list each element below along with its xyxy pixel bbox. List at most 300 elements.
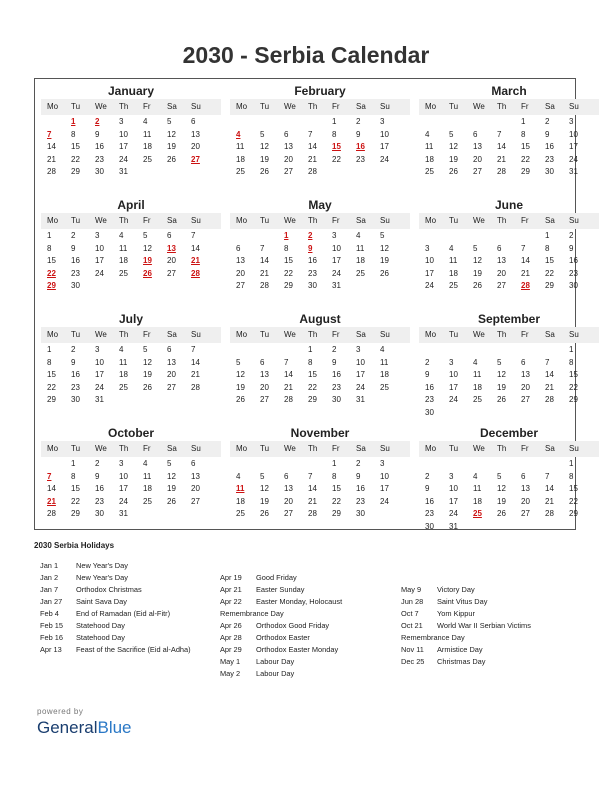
calendar-date: 13 [236,256,245,265]
weekday-label: Tu [449,216,459,225]
calendar-date: 22 [521,154,530,164]
calendar-date: 10 [95,243,104,253]
calendar-date: 26 [497,395,506,404]
calendar-date: 9 [95,129,100,139]
calendar-date: 15 [569,484,578,493]
calendar-date: 20 [236,268,245,278]
calendar-date: 5 [143,231,148,240]
weekday-label: Sa [167,102,177,111]
calendar-date: 22 [569,382,578,392]
weekday-label: Su [191,444,201,453]
brand-general: General [37,718,98,737]
calendar-date: 13 [521,484,530,493]
weekday-label: Th [308,444,318,453]
holiday-name: Orthodox Easter [256,633,310,642]
holiday-name: Orthodox Good Friday [256,621,330,630]
weekday-label: Su [380,216,390,225]
calendar-date: 24 [119,496,128,506]
brand-blue: Blue [97,718,132,737]
calendar-date: 10 [449,484,458,493]
weekday-label: Th [308,330,318,339]
holiday-date-label: Dec 25 [401,657,425,666]
calendar-date: 14 [47,142,56,151]
month-november [230,421,410,534]
calendar-date: 2 [545,117,550,126]
calendar-date: 4 [119,231,124,240]
calendar-date: 19 [380,256,389,265]
calendar-date: 11 [425,142,434,151]
calendar-date: 1 [521,117,526,126]
calendar-date: 12 [167,129,176,139]
calendar-date: 17 [380,484,389,493]
calendar-date: 9 [356,471,361,481]
calendar-date: 7 [521,243,526,253]
holiday-date: 1 [284,231,289,240]
calendar-date: 30 [71,281,80,290]
calendar-date: 8 [308,357,313,367]
calendar-date: 19 [260,496,269,506]
weekday-label: Mo [236,444,248,453]
calendar-date: 26 [449,167,458,176]
holiday-date: 13 [167,243,176,253]
calendar-date: 29 [71,167,80,176]
calendar-date: 15 [47,256,56,265]
weekday-label: We [95,102,107,111]
calendar-date: 20 [284,154,293,164]
calendar-date: 11 [143,129,152,139]
weekday-label: Th [119,330,129,339]
calendar-date: 3 [380,117,385,126]
calendar-date: 11 [356,243,365,253]
calendar-date: 31 [119,509,128,518]
holiday-date-label: Apr 26 [220,621,242,630]
month-name: May [308,198,332,212]
calendar-date: 23 [332,382,341,392]
calendar-date: 29 [521,167,530,176]
weekday-label: Mo [425,216,437,225]
calendar-date: 20 [191,484,200,493]
weekday-label: Fr [143,102,151,111]
month-august [230,307,410,420]
calendar-date: 14 [260,256,269,265]
calendar-date: 2 [569,231,574,240]
calendar-date: 16 [71,370,80,379]
weekday-label: Fr [143,216,151,225]
powered-by-text: powered by [37,707,84,716]
calendar-date: 8 [569,357,574,367]
weekday-header [41,213,221,229]
calendar-date: 21 [308,154,317,164]
weekday-label: We [284,330,296,339]
holiday-date-label: Feb 15 [40,621,64,630]
holiday-date: 25 [473,509,482,518]
weekday-label: Fr [332,330,340,339]
weekday-label: We [284,444,296,453]
calendar-date: 5 [260,129,265,139]
calendar-date: 13 [167,357,176,367]
calendar-date: 25 [449,281,458,290]
holiday-date-label: Apr 22 [220,597,242,606]
weekday-label: Sa [356,216,366,225]
weekday-label: Tu [449,330,459,339]
calendar-date: 3 [95,345,100,354]
calendar-date: 18 [380,370,389,379]
holiday-name: Armistice Day [437,645,483,654]
calendar-date: 19 [449,154,458,164]
calendar-date: 21 [521,268,530,278]
calendar-date: 31 [569,167,578,176]
month-name: June [494,198,523,212]
calendar-date: 2 [356,117,361,126]
weekday-label: We [95,216,107,225]
calendar-date: 15 [332,484,341,493]
weekday-label: Tu [71,444,81,453]
calendar-date: 2 [332,345,337,354]
weekday-header [419,99,599,115]
calendar-date: 2 [95,459,100,468]
calendar-date: 3 [356,345,361,354]
weekday-label: We [284,102,296,111]
holiday-date-label: Feb 4 [40,609,59,618]
calendar-date: 1 [71,459,76,468]
weekday-label: Fr [521,216,529,225]
calendar-date: 16 [356,484,365,493]
calendar-date: 2 [425,357,430,367]
calendar-date: 30 [308,281,317,290]
calendar-date: 7 [191,345,196,354]
calendar-date: 4 [473,357,478,367]
calendar-date: 25 [236,167,245,176]
calendar-date: 29 [569,395,578,404]
weekday-label: Th [497,102,507,111]
holiday-date: 7 [47,471,52,481]
calendar-date: 24 [449,509,458,518]
calendar-date: 7 [545,357,550,367]
holiday-date: 19 [143,256,152,265]
calendar-date: 8 [47,243,52,253]
calendar-date: 5 [497,471,502,481]
weekday-label: Tu [260,330,270,339]
weekday-label: Tu [71,330,81,339]
holiday-name: New Year's Day [76,561,128,570]
calendar-date: 8 [47,357,52,367]
calendar-date: 23 [95,496,104,506]
calendar-date: 16 [308,256,317,265]
weekday-label: Tu [260,444,270,453]
calendar-date: 9 [332,357,337,367]
month-name: December [479,426,539,440]
calendar-date: 27 [473,167,482,176]
calendar-date: 4 [473,471,478,481]
calendar-date: 18 [473,382,482,392]
calendar-date: 22 [569,496,578,506]
calendar-date: 17 [95,256,104,265]
weekday-label: Th [119,102,129,111]
calendar-date: 27 [497,281,506,290]
weekday-label: Mo [425,444,437,453]
calendar-date: 7 [260,243,265,253]
calendar-date: 6 [167,345,172,354]
month-may [230,193,410,306]
weekday-header [419,441,599,457]
calendar-date: 17 [449,496,458,506]
weekday-label: We [95,444,107,453]
calendar-date: 23 [356,154,365,164]
calendar-date: 24 [380,496,389,506]
weekday-label: Su [569,330,579,339]
weekday-label: Tu [71,216,81,225]
calendar-date: 11 [119,357,128,367]
weekday-label: Sa [356,444,366,453]
calendar-date: 28 [545,395,554,404]
calendar-date: 3 [380,459,385,468]
calendar-date: 17 [332,256,341,265]
weekday-label: Fr [521,330,529,339]
calendar-date: 14 [521,256,530,265]
calendar-date: 18 [473,496,482,506]
calendar-date: 24 [449,395,458,404]
calendar-date: 17 [356,370,365,379]
calendar-date: 1 [47,345,52,354]
calendar-date: 6 [284,129,289,139]
calendar-date: 3 [119,459,124,468]
holiday-date: 28 [521,281,530,290]
calendar-date: 30 [569,281,578,290]
calendar-date: 1 [569,345,574,354]
holiday-date-label: Jan 2 [40,573,59,582]
weekday-label: Su [191,330,201,339]
holiday-date-label: May 2 [220,669,241,678]
holiday-date: 21 [47,496,56,506]
calendar-date: 6 [260,357,265,367]
calendar-date: 16 [95,142,104,151]
calendar-date: 7 [308,471,313,481]
calendar-date: 12 [236,370,245,379]
calendar-date: 4 [143,459,148,468]
calendar-date: 23 [425,395,434,404]
calendar-date: 28 [260,281,269,290]
holiday-name: Remembrance Day [401,633,465,642]
calendar-date: 21 [260,268,269,278]
holiday-name: Labour Day [256,669,295,678]
calendar-date: 23 [356,496,365,506]
calendar-date: 4 [380,345,385,354]
calendar-date: 30 [332,395,341,404]
brand-logo[interactable] [37,718,132,738]
holiday-date: 28 [191,268,200,278]
calendar-date: 9 [356,129,361,139]
holiday-date: 29 [47,281,56,290]
calendar-date: 26 [497,509,506,518]
calendar-date: 23 [95,154,104,164]
calendar-date: 29 [332,509,341,518]
month-july [41,307,221,420]
holiday-date: 2 [308,231,313,240]
calendar-date: 29 [47,395,56,404]
weekday-label: Su [569,216,579,225]
calendar-date: 25 [425,167,434,176]
calendar-date: 6 [191,459,196,468]
calendar-date: 26 [236,395,245,404]
weekday-header [230,99,410,115]
holiday-date: 2 [95,117,100,126]
calendar-date: 21 [47,154,56,164]
month-march [419,79,599,192]
calendar-date: 21 [284,382,293,392]
weekday-label: Su [569,444,579,453]
calendar-date: 19 [143,370,152,379]
calendar-date: 19 [260,154,269,164]
calendar-date: 10 [380,471,389,481]
weekday-label: Su [569,102,579,111]
month-name: August [299,312,341,326]
weekday-label: Mo [236,330,248,339]
holiday-date-label: May 9 [401,585,422,594]
holiday-name: Saint Vitus Day [437,597,488,606]
month-name: February [294,84,346,98]
calendar-date: 28 [47,509,56,518]
calendar-date: 25 [119,268,128,278]
calendar-date: 30 [425,407,434,417]
calendar-date: 26 [473,281,482,290]
calendar-grid [34,78,579,531]
calendar-date: 22 [71,496,80,506]
calendar-date: 9 [71,357,76,367]
holiday-name: Easter Monday, Holocaust [256,597,343,606]
weekday-label: Th [497,216,507,225]
weekday-label: Mo [47,330,59,339]
holiday-date-label: Jan 7 [40,585,59,594]
calendar-date: 21 [545,382,554,392]
calendar-date: 20 [284,496,293,506]
calendar-date: 22 [332,154,341,164]
calendar-date: 29 [545,281,554,290]
month-april [41,193,221,306]
calendar-date: 24 [119,154,128,164]
calendar-date: 10 [119,471,128,481]
calendar-date: 10 [380,129,389,139]
calendar-date: 22 [308,382,317,392]
calendar-date: 13 [191,129,200,139]
calendar-date: 29 [569,509,578,518]
calendar-date: 14 [545,484,554,493]
calendar-date: 7 [545,471,550,481]
calendar-date: 29 [284,281,293,290]
calendar-date: 4 [449,243,454,253]
calendar-date: 18 [425,154,434,164]
calendar-date: 2 [71,231,76,240]
calendar-date: 27 [167,382,176,392]
calendar-date: 16 [95,484,104,493]
weekday-label: Fr [521,102,529,111]
calendar-date: 20 [521,496,530,506]
weekday-label: Mo [47,102,59,111]
calendar-date: 30 [545,167,554,176]
calendar-date: 11 [473,484,482,493]
weekday-label: We [473,102,485,111]
month-name: January [107,84,155,98]
calendar-date: 15 [71,142,80,151]
calendar-date: 11 [380,357,389,367]
weekday-label: Th [119,444,129,453]
weekday-label: Tu [260,216,270,225]
calendar-date: 23 [308,268,317,278]
holiday-date: 16 [356,142,365,151]
calendar-date: 30 [95,167,104,176]
calendar-date: 16 [545,142,554,151]
holiday-name: Yom Kippur [437,609,475,618]
calendar-date: 15 [521,142,530,151]
calendar-date: 17 [425,268,434,278]
month-january [41,79,221,192]
calendar-date: 25 [356,268,365,278]
calendar-date: 10 [119,129,128,139]
calendar-date: 14 [191,357,200,367]
calendar-date: 22 [47,382,56,392]
weekday-label: Sa [545,216,555,225]
calendar-date: 8 [284,243,289,253]
calendar-date: 6 [521,471,526,481]
calendar-date: 12 [497,484,506,493]
calendar-date: 21 [497,154,506,164]
holiday-name: Orthodox Christmas [76,585,142,594]
calendar-date: 1 [569,459,574,468]
calendar-date: 25 [119,382,128,392]
month-name: November [290,426,350,440]
calendar-date: 31 [95,395,104,404]
calendar-date: 28 [47,167,56,176]
holiday-name: Christmas Day [437,657,486,666]
calendar-date: 6 [284,471,289,481]
holiday-name: Statehood Day [76,633,125,642]
calendar-date: 9 [71,243,76,253]
calendar-date: 13 [284,142,293,151]
weekday-label: Th [308,102,318,111]
calendar-date: 31 [332,281,341,290]
calendar-date: 30 [71,395,80,404]
calendar-date: 24 [380,154,389,164]
holiday-name: Victory Day [437,585,475,594]
calendar-date: 7 [191,231,196,240]
holiday-date: 9 [308,243,313,253]
calendar-date: 1 [308,345,313,354]
holiday-date-label: Jun 28 [401,597,424,606]
month-june [419,193,599,306]
calendar-date: 17 [380,142,389,151]
calendar-date: 9 [569,243,574,253]
calendar-date: 22 [71,154,80,164]
calendar-date: 27 [236,281,245,290]
calendar-date: 6 [167,231,172,240]
calendar-date: 8 [332,129,337,139]
weekday-label: Sa [356,330,366,339]
calendar-date: 25 [473,395,482,404]
weekday-header [41,441,221,457]
weekday-label: Su [191,216,201,225]
weekday-label: Fr [143,444,151,453]
calendar-date: 18 [356,256,365,265]
holiday-date-label: Apr 21 [220,585,242,594]
holiday-date-label: Apr 19 [220,573,242,582]
weekday-label: Mo [47,216,59,225]
holiday-date-label: Apr 29 [220,645,242,654]
weekday-label: Tu [71,102,81,111]
weekday-label: Sa [167,444,177,453]
holidays-title: 2030 Serbia Holidays [34,541,115,550]
weekday-label: Su [380,102,390,111]
holiday-date: 26 [143,268,152,278]
weekday-header [230,327,410,343]
